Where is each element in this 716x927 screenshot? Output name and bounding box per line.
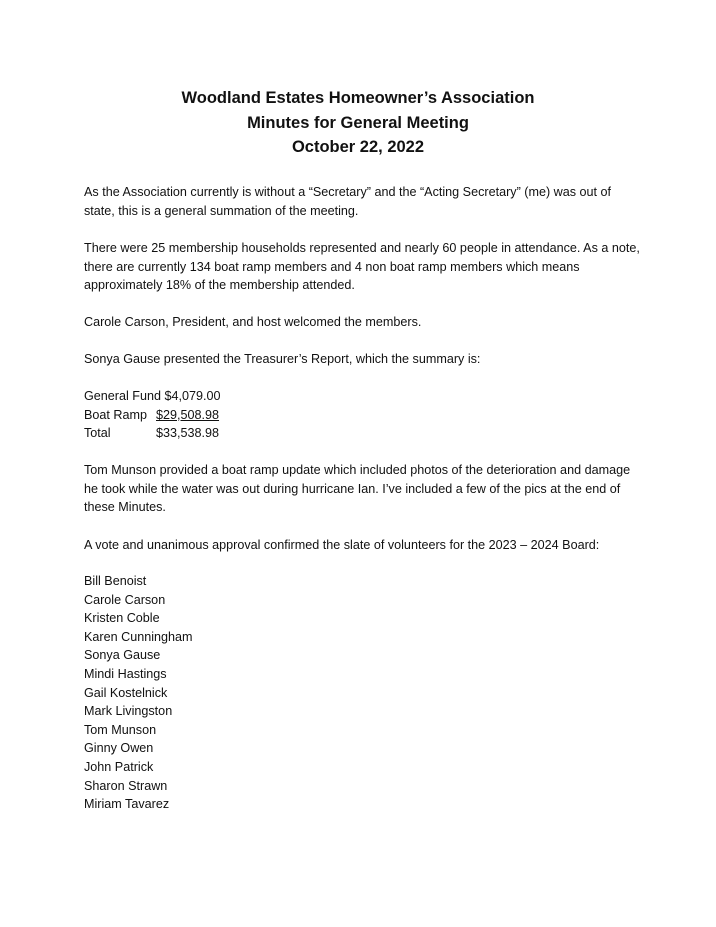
boat-ramp-row — [84, 406, 221, 425]
total-row — [84, 424, 221, 443]
treasury-table — [84, 387, 221, 443]
list-item: Mark Livingston — [84, 704, 173, 719]
boat-ramp-label: Boat Ramp — [84, 407, 147, 422]
general-fund-entry: General Fund $4,079.00 — [84, 389, 221, 403]
vote-paragraph: A vote and unanimous approval confirmed the slate of volunteers for the 2023 – 2024 Board: — [84, 538, 600, 552]
attendance-paragraph: There were 25 membership households represented and nearly 60 people in attendance. As a note, there are currently 134 boat ramp members and 4 non boat ramp members which means approximately 18% of the membership attended. — [84, 241, 640, 293]
list-item: John Patrick — [84, 759, 154, 774]
intro-paragraph: As the Association currently is without a “Secretary” and the “Acting Secretary” (me) was out of state, this is a general summation of the meeting. — [84, 185, 612, 218]
treasurer-paragraph: Sonya Gause presented the Treasurer’s Report, which the summary is: — [84, 352, 481, 366]
boat-ramp-paragraph: Tom Munson provided a boat ramp update which included photos of the deterioration and damage he took while the water was out during hurricane Ian. I’ve included a few of the pics at the end of these Minutes. — [84, 463, 631, 515]
list-item: Ginny Owen — [84, 741, 154, 756]
list-item: Miriam Tavarez — [84, 797, 170, 812]
meeting-date: October 22, 2022 — [291, 138, 425, 156]
general-fund-row — [84, 387, 221, 406]
list-item: Sonya Gause — [84, 648, 161, 663]
list-item: Sharon Strawn — [84, 778, 168, 793]
treasury-summary — [84, 387, 644, 443]
association-name: Woodland Estates Homeowner’s Association — [181, 89, 535, 107]
list-item: Kristen Coble — [84, 611, 160, 626]
document-title — [0, 86, 716, 160]
total-value: $33,538.98 — [156, 426, 220, 441]
boat-ramp-value: $29,508.98 — [156, 407, 220, 422]
list-item: Carole Carson — [84, 592, 166, 607]
list-item: Karen Cunningham — [84, 629, 193, 644]
minutes-title: Minutes for General Meeting — [247, 113, 469, 132]
welcome-paragraph: Carole Carson, President, and host welcomed the members. — [84, 315, 422, 329]
total-label: Total — [84, 426, 111, 441]
list-item: Mindi Hastings — [84, 666, 167, 681]
board-member-list — [84, 572, 644, 814]
list-item: Gail Kostelnick — [84, 685, 168, 700]
list-item: Tom Munson — [84, 722, 157, 737]
list-item: Bill Benoist — [84, 574, 147, 588]
